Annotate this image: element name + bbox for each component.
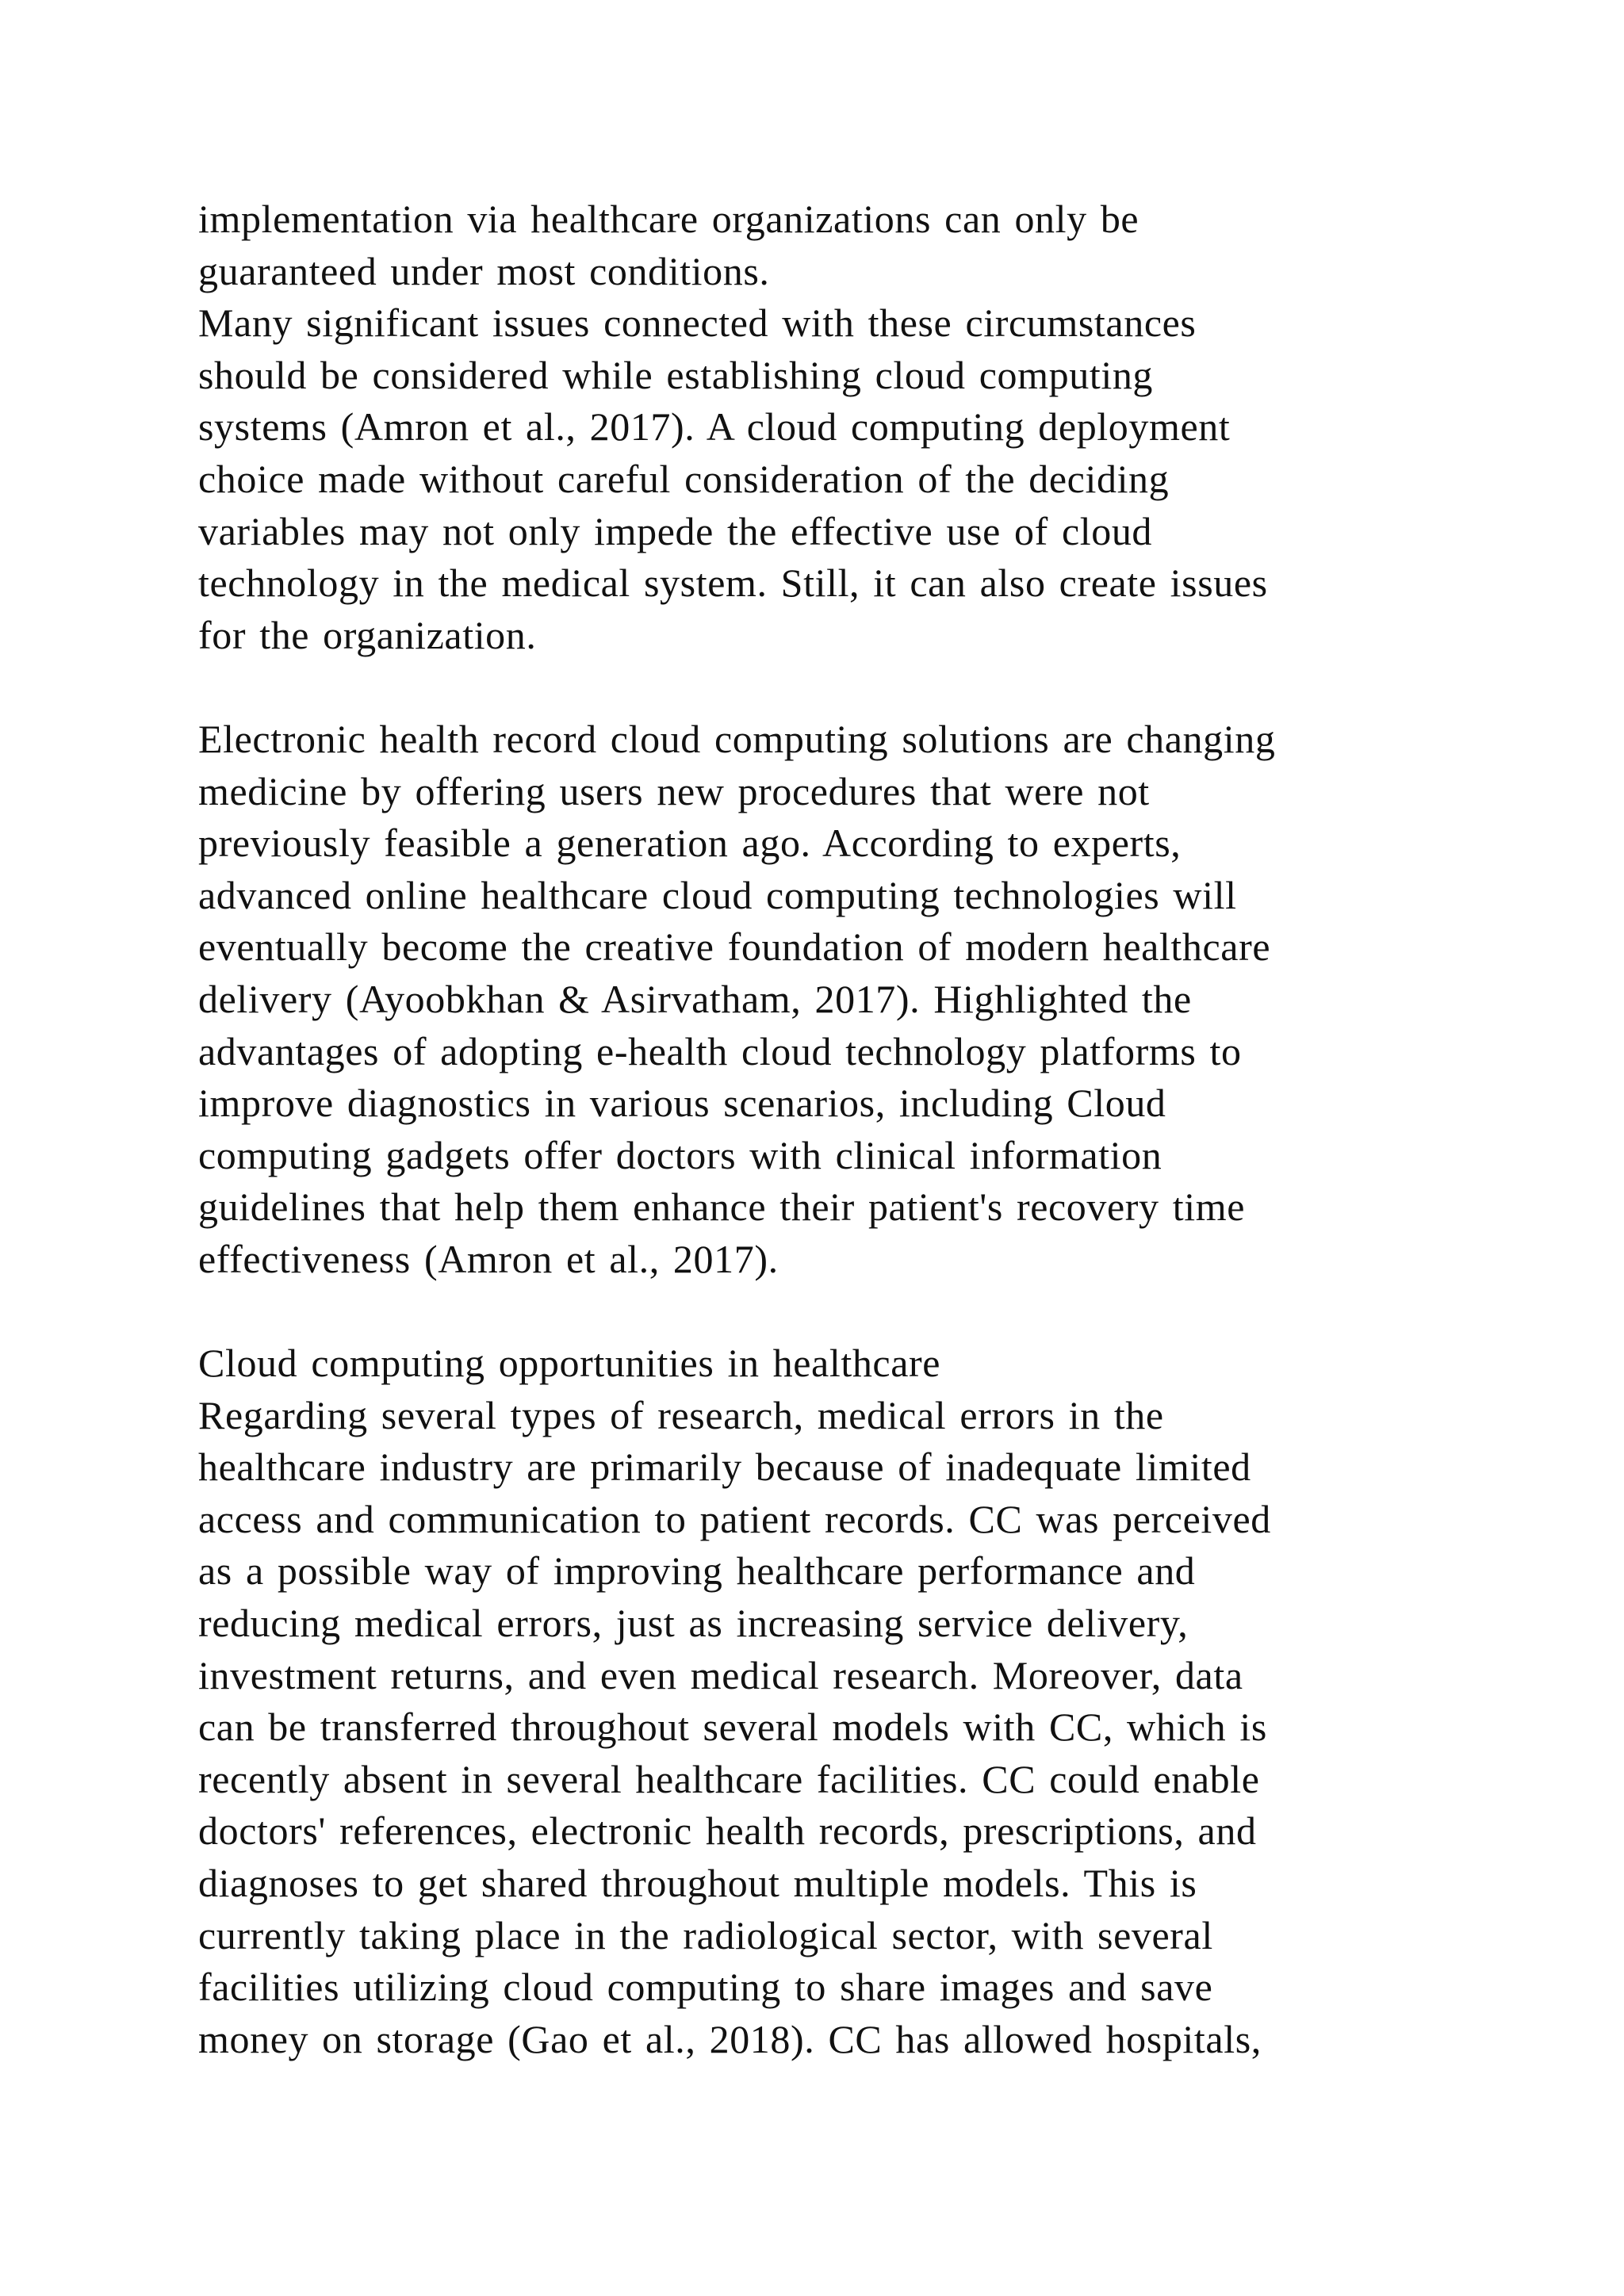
- paragraph-opportunities: [198, 1390, 1435, 2066]
- text-line: investment returns, and even medical research. Moreover, data: [198, 1652, 1243, 1697]
- text-line: should be considered while establishing cloud computing: [198, 352, 1154, 397]
- text-line: variables may not only impede the effective use of cloud: [198, 508, 1153, 553]
- text-line: systems (Amron et al., 2017). A cloud computing deployment: [198, 404, 1231, 450]
- text-line: access and communication to patient records. CC was perceived: [198, 1496, 1271, 1541]
- text-line: healthcare industry are primarily because of inadequate limited: [198, 1445, 1251, 1490]
- text-line: reducing medical errors, just as increasing service delivery,: [198, 1601, 1189, 1646]
- text-line: for the organization.: [198, 612, 537, 657]
- text-line: improve diagnostics in various scenarios, including Cloud: [198, 1081, 1166, 1126]
- text-line: doctors' references, electronic health records, prescriptions, and: [198, 1808, 1257, 1854]
- text-line: money on storage (Gao et al., 2018). CC has allowed hospitals,: [198, 2016, 1262, 2061]
- text-line: delivery (Ayoobkhan & Asirvatham, 2017). Highlighted the: [198, 976, 1192, 1021]
- text-line: guidelines that help them enhance their patient's recovery time: [198, 1184, 1246, 1230]
- text-line: medicine by offering users new procedures that were not: [198, 768, 1150, 813]
- text-line: technology in the medical system. Still, it can also create issues: [198, 561, 1268, 606]
- text-line: guaranteed under most conditions.: [198, 248, 770, 293]
- paragraph-gap: [198, 1285, 1435, 1337]
- text-line: as a possible way of improving healthcare performance and: [198, 1548, 1196, 1594]
- paragraph-gap: [198, 661, 1435, 714]
- text-line: computing gadgets offer doctors with clinical information: [198, 1132, 1162, 1177]
- text-line: effectiveness (Amron et al., 2017).: [198, 1236, 779, 1281]
- text-line: advantages of adopting e-health cloud technology platforms to: [198, 1028, 1242, 1073]
- text-line: facilities utilizing cloud computing to share images and save: [198, 1965, 1213, 2010]
- section-heading: Cloud computing opportunities in healthcare: [198, 1341, 941, 1386]
- text-line: implementation via healthcare organizations can only be: [198, 197, 1139, 241]
- text-line: Electronic health record cloud computing solutions are changing: [198, 716, 1276, 761]
- text-line: previously feasible a generation ago. According to experts,: [198, 821, 1182, 866]
- paragraph-ehr: [198, 714, 1435, 1286]
- text-line: Many significant issues connected with these circumstances: [198, 300, 1197, 346]
- paragraph-implementation: [198, 193, 1435, 661]
- text-line: choice made without careful consideration of the deciding: [198, 456, 1170, 501]
- text-line: Regarding several types of research, medical errors in the: [198, 1392, 1164, 1437]
- document-body: [198, 193, 1435, 2065]
- text-line: currently taking place in the radiological sector, with several: [198, 1912, 1213, 1957]
- text-line: diagnoses to get shared throughout multiple models. This is: [198, 1861, 1197, 1905]
- text-line: advanced online healthcare cloud computing technologies will: [198, 872, 1237, 917]
- text-line: eventually become the creative foundation of modern healthcare: [198, 924, 1271, 970]
- text-line: recently absent in several healthcare facilities. CC could enable: [198, 1756, 1260, 1801]
- text-line: can be transferred throughout several models with CC, which is: [198, 1705, 1267, 1750]
